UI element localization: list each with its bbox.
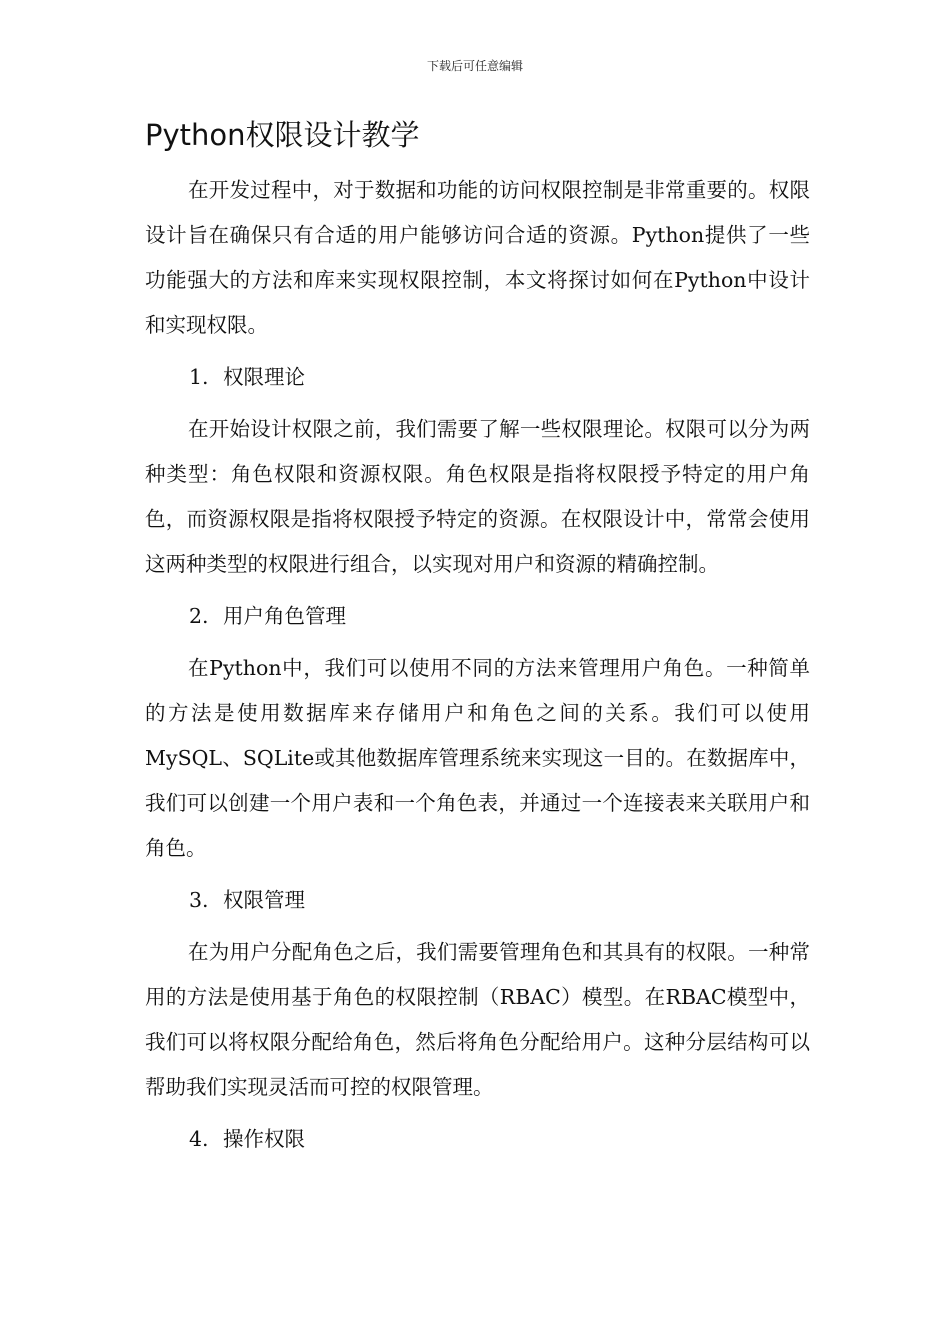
paragraph-user-role-management: 在Python中，我们可以使用不同的方法来管理用户角色。一种简单的方法是使用数据库来存储用户和角色之间的关系。我们可以使用MySQL、SQLite或其他数据库管理系统来实现这一目的。在数据库中，我们可以创建一个用户表和一个角色表，并通过一个连接表来关联用户和角色。 bbox=[145, 656, 810, 860]
section-number: 3. bbox=[189, 888, 209, 912]
section-title: 操作权限 bbox=[223, 1127, 305, 1151]
section-number: 4. bbox=[189, 1127, 209, 1151]
section-number: 2. bbox=[189, 604, 209, 628]
section-number: 1. bbox=[189, 365, 209, 389]
document-body bbox=[145, 112, 810, 1169]
paragraph-permission-management: 在为用户分配角色之后，我们需要管理角色和其具有的权限。一种常用的方法是使用基于角色的权限控制（RBAC）模型。在RBAC模型中，我们可以将权限分配给角色，然后将角色分配给用户。这种分层结构可以帮助我们实现灵活而可控的权限管理。 bbox=[145, 940, 810, 1099]
section-heading-3 bbox=[145, 878, 810, 923]
section-heading-1 bbox=[145, 355, 810, 400]
paragraph-intro: 在开发过程中，对于数据和功能的访问权限控制是非常重要的。权限设计旨在确保只有合适的用户能够访问合适的资源。Python提供了一些功能强大的方法和库来实现权限控制，本文将探讨如何在Python中设计和实现权限。 bbox=[145, 178, 810, 337]
paragraph-permission-theory: 在开始设计权限之前，我们需要了解一些权限理论。权限可以分为两种类型：角色权限和资源权限。角色权限是指将权限授予特定的用户角色，而资源权限是指将权限授予特定的资源。在权限设计中，常常会使用这两种类型的权限进行组合，以实现对用户和资源的精确控制。 bbox=[145, 417, 810, 576]
page-header-note: 下载后可任意编辑 bbox=[426, 59, 523, 73]
section-heading-4 bbox=[145, 1117, 810, 1162]
document-title: Python权限设计教学 bbox=[145, 118, 420, 152]
section-title: 权限理论 bbox=[223, 365, 305, 389]
section-heading-2 bbox=[145, 594, 810, 639]
section-title: 权限管理 bbox=[223, 888, 305, 912]
section-title: 用户角色管理 bbox=[223, 604, 346, 628]
